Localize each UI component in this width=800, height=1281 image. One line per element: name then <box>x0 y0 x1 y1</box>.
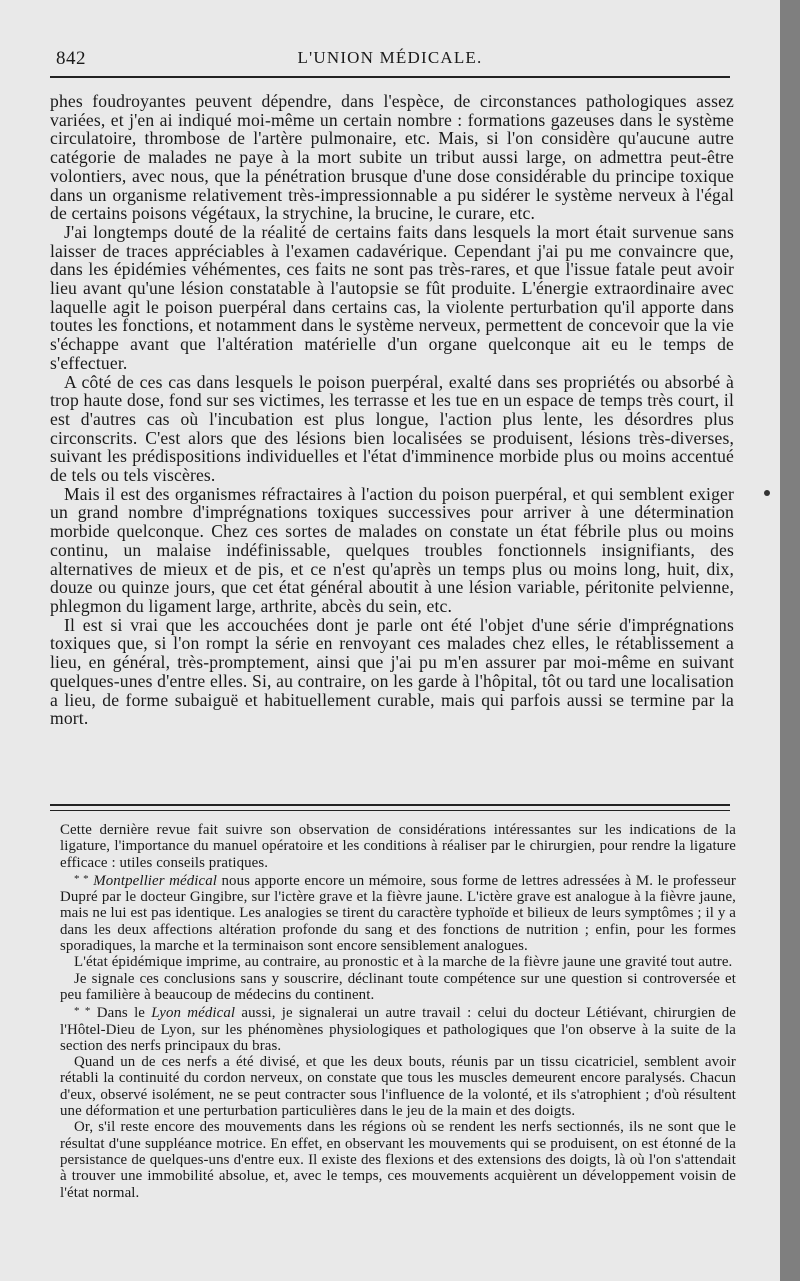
margin-dot <box>764 490 770 496</box>
feuilleton-paragraph-5 <box>60 1003 736 1054</box>
asterism: * * <box>74 1005 91 1018</box>
page-number: 842 <box>56 48 86 69</box>
feuilleton-paragraph-4: Je signale ces conclusions sans y souscrire, déclinant toute compétence sur une question si controversée et peu familière à beaucoup de médecins du continent. <box>60 970 736 1003</box>
feuilleton-paragraph-2 <box>60 871 736 954</box>
header-rule <box>50 76 730 78</box>
main-text <box>50 92 734 728</box>
main-paragraph-5: Il est si vrai que les accouchées dont je parle ont été l'objet d'une série d'imprégnations toxiques que, si l'on rompt la série en renvoyant ces malades chez elles, le rétablissement a lieu, en général, très-promptement, ainsi que j'ai pu m'en assurer par moi-même en suivant quelques-unes d'entre elles. Si, au contraire, on les garde à l'hôpital, tôt ou tard une localisation a lieu, de forme subaiguë et habituellement curable, mais qui parfois aussi se termine par la mort. <box>50 614 734 729</box>
asterism: * * <box>74 872 89 885</box>
main-paragraph-2: J'ai longtemps douté de la réalité de certains faits dans lesquels la mort était survenue sans laisser de traces appréciables à l'examen cadavérique. Cependant j'ai pu me convaincre que, dans les épidémies véhémentes, ces faits ne sont pas très-rares, et que l'issue fatale peut avoir lieu avant qu'une lésion constatable à l'autopsie se fût produite. L'énergie extraordinaire avec laquelle agit le poison puerpéral dans certains cas, la violente perturbation qu'il apporte dans toutes les fonctions, et notamment dans le système nerveux, permettent de concevoir que la vie s'échappe avant que l'altération matérielle d'un organe quelconque ait eu le temps de s'effectuer. <box>50 221 734 373</box>
journal-title-montpellier: Montpellier médical <box>93 872 217 889</box>
journal-title-lyon: Lyon médical <box>151 1005 236 1022</box>
feuilleton-rule-thin <box>50 810 730 811</box>
main-paragraph-3: A côté de ces cas dans lesquels le poison puerpéral, exalté dans ses propriétés ou absorbé à trop haute dose, fond sur ses victimes, les terrasse et les tue en un espace de temps très court, il est d'autres cas où l'incubation est plus longue, l'action plus lente, les désordres plus circonscrits. C'est alors que des lésions bien localisées se produisent, lésions très-diverses, suivant les prédispositions individuelles et l'état d'imminence morbide plus ou moins accentué de tels ou tels viscères. <box>50 371 734 486</box>
main-paragraph-4: Mais il est des organismes réfractaires à l'action du poison puerpéral, et qui semblent exiger un grand nombre d'imprégnations toxiques successives pour arriver à une détermination morbide quelconque. Chez ces sortes de malades on constate un état fébrile plus ou moins continu, un malaise indéfinissable, quelques troubles fonctionnels insignifiants, des alternatives de mieux et de pis, et ce n'est qu'après un temps plus ou moins long, huit, dix, douze ou quinze jours, que cet état général aboutit à une lésion variable, péritonite pelvienne, phlegmon du ligament large, arthrite, abcès du sein, etc. <box>50 483 734 616</box>
feuilleton-rule-thick <box>50 804 730 806</box>
feuilleton-paragraph-5-lead: Dans le <box>96 1005 152 1022</box>
feuilleton-text <box>60 822 736 1201</box>
feuilleton-paragraph-2-text: nous apporte encore un mémoire, sous forme de lettres adressées à M. le professeur Dupré par le docteur Gingibre, sur l'ictère grave et la fièvre jaune. L'ictère grave est analogue à la fièvre jaune, mais ne lui est pas identique. Les analogies se tirent du caractère typhoïde et bilieux de leurs symptômes ; il y a dans les deux affections altération profonde du sang et des fonctions de nutrition ; enfin, pour les formes sporadiques, la marche et la terminaison sont encore sensiblement analogues. <box>60 872 736 955</box>
main-paragraph-1: phes foudroyantes peuvent dépendre, dans l'espèce, de circonstances pathologiques assez variées, et j'en ai indiqué moi-même un certain nombre : formations gazeuses dans le système circulatoire, thrombose de l'artère pulmonaire, etc. Mais, si l'on considère qu'aucune autre catégorie de malades ne paye à la mort subite un tribut aussi large, on admettra peut-être volontiers, avec nous, que la pénétration brusque d'une dose considérable du principe toxique dans un organisme relativement très-impressionnable a pu sidérer le système nerveux à l'égal de certains poisons végétaux, la strychine, la brucine, le curare, etc. <box>50 91 734 224</box>
page-header <box>50 46 730 76</box>
feuilleton-paragraph-5-text: aussi, je signalerai un autre travail : celui du docteur Létiévant, chirurgien de l'Hôtel-Dieu de Lyon, sur les phénomènes physiologiques et pathologiques que l'on observe à la suite de la section des nerfs principaux du bras. <box>60 1005 736 1054</box>
feuilleton-paragraph-7: Or, s'il reste encore des mouvements dans les régions où se rendent les nerfs sectionnés, ils ne sont que le résultat d'une suppléance motrice. En effet, en observant les mouvements qui se produisent, on est étonné de la persistance de quelques-uns d'entre eux. Il existe des flexions et des extensions des doigts, là où l'on s'attendait à trouver une immobilité absolue, et, avec le temps, ces mouvements acquièrent un développement voisin de l'état normal. <box>60 1119 736 1201</box>
running-title: L'UNION MÉDICALE. <box>297 48 483 67</box>
feuilleton-paragraph-3: L'état épidémique imprime, au contraire, au pronostic et à la marche de la fièvre jaune une gravité tout autre. <box>74 954 733 971</box>
feuilleton-paragraph-6: Quand un de ces nerfs a été divisé, et que les deux bouts, réunis par un tissu cicatriciel, semblent avoir rétabli la continuité du cordon nerveux, on constate que tous les muscles demeurent encore paralysés. Chacun d'eux, observé isolément, ne se peut contracter sous l'influence de la volonté, et ils s'atrophient ; d'où résultent une déformation et une perturbation particulières dans le jeu de la main et des doigts. <box>60 1054 736 1120</box>
feuilleton-paragraph-1: Cette dernière revue fait suivre son observation de considérations intéressantes sur les indications de la ligature, l'importance du manuel opératoire et les conditions à réaliser par le chirurgien, pour rendre la ligature efficace : utiles conseils pratiques. <box>60 822 736 871</box>
